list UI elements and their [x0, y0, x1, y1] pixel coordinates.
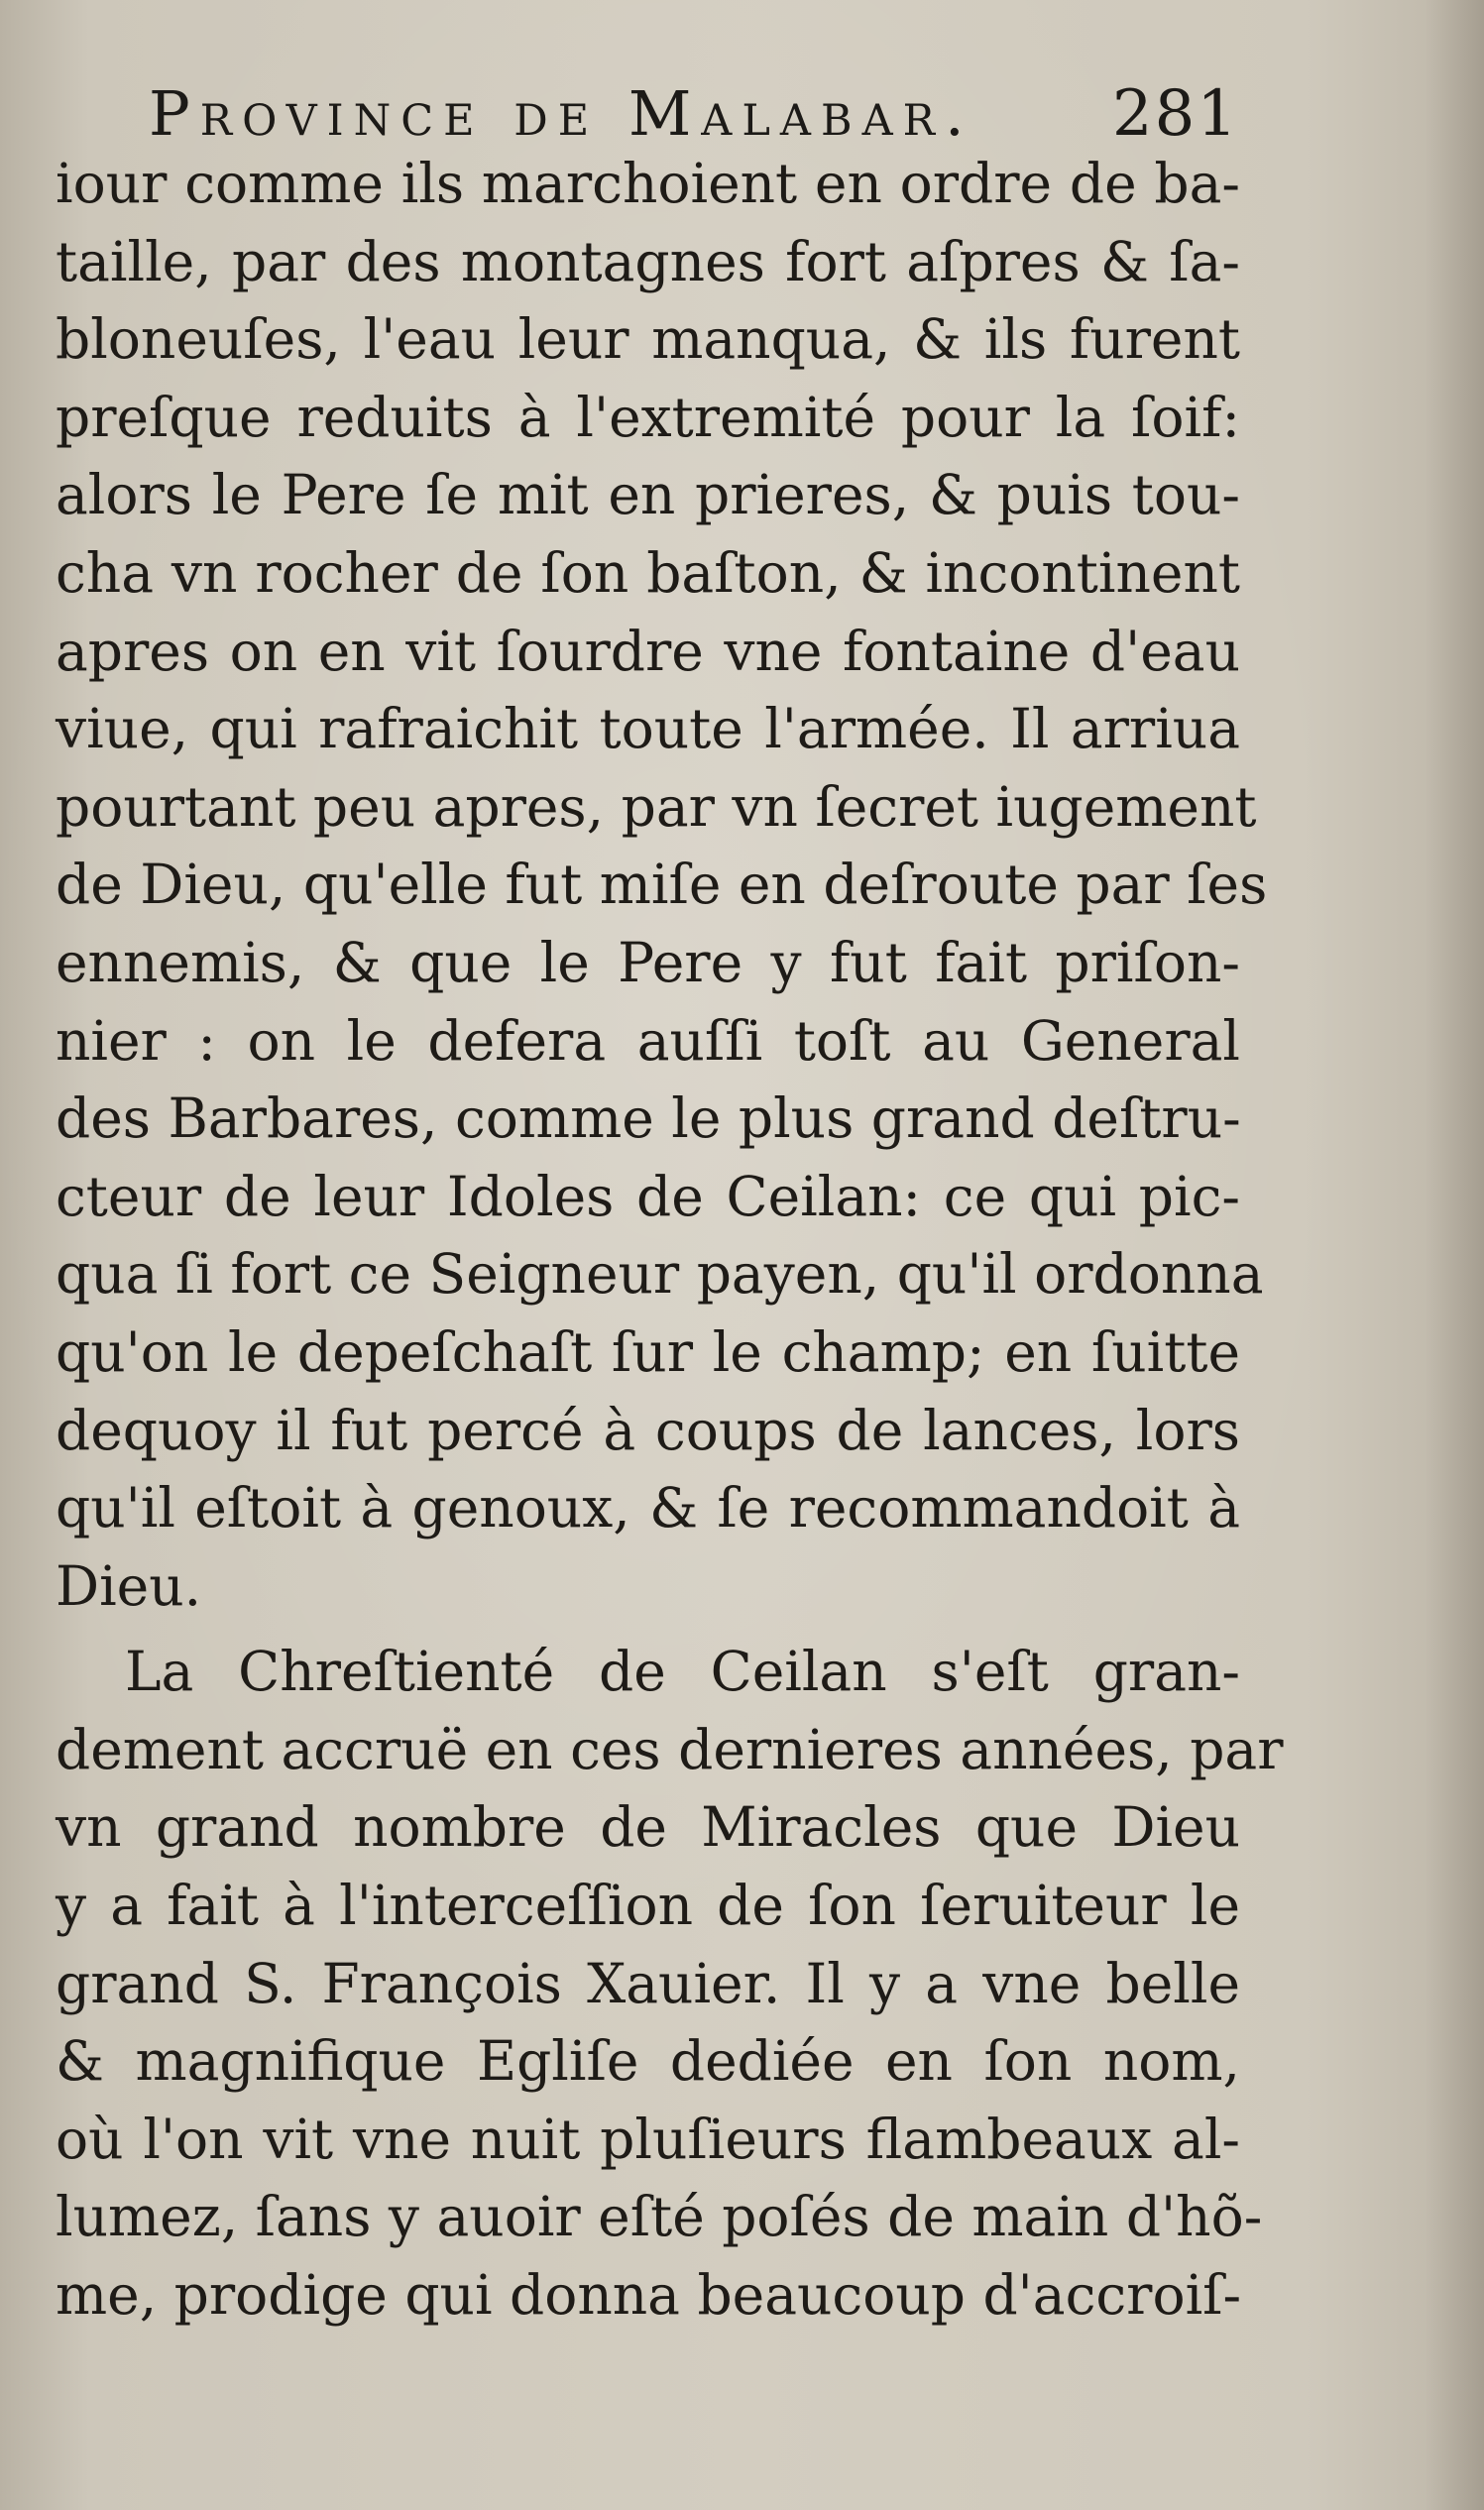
- text-line: cteur de leur Idoles de Ceilan: ce qui pic-: [56, 1164, 1240, 1228]
- text-line: dement accruë en ces dernieres années, par: [56, 1717, 1284, 1781]
- text-line: taille, par des montagnes fort aſpres & ſa-: [56, 229, 1240, 293]
- page-number: 281: [1111, 77, 1239, 151]
- text-line: nier : on le defera auſſi toſt au General: [56, 1008, 1240, 1073]
- text-line: & magnifique Egliſe dediée en ſon nom,: [56, 2029, 1240, 2094]
- text-line: où l'on vit vne nuit pluſieurs flambeaux al-: [56, 2107, 1240, 2171]
- text-line: bloneuſes, l'eau leur manqua, & ils furent: [56, 307, 1240, 372]
- text-line: des Barbares, comme le plus grand deſtru-: [56, 1086, 1241, 1151]
- text-line: qu'on le depeſchaſt ſur le champ; en ſuitte: [56, 1319, 1240, 1384]
- running-head: Province de Malabar.: [149, 77, 974, 150]
- body-text: [56, 145, 1284, 2335]
- text-line: y a fait à l'interceſſion de ſon ſeruiteur le: [56, 1874, 1240, 1938]
- text-line: de Dieu, qu'elle fut miſe en deſroute par ſes: [56, 853, 1268, 917]
- page-edge-shadow: [1425, 0, 1484, 2510]
- text-line: grand S. François Xauier. Il y a vne belle: [56, 1951, 1240, 2015]
- text-line: Dieu.: [56, 1553, 202, 1618]
- text-line: cha vn rocher de ſon baſton, & incontinent: [56, 540, 1240, 605]
- text-line: dequoy il fut percé à coups de lances, lors: [56, 1398, 1240, 1462]
- text-line: iour comme ils marchoient en ordre de ba-: [56, 152, 1240, 215]
- text-line: La Chreſtienté de Ceilan s'eſt gran-: [125, 1640, 1240, 1704]
- text-line: ennemis, & que le Pere y fut fait priſon-: [56, 930, 1240, 994]
- paragraph-break: [56, 1625, 1240, 1633]
- text-line: apres on en vit ſourdre vne fontaine d'eau: [56, 619, 1240, 683]
- text-line: qua ſi fort ce Seigneur payen, qu'il ordonna: [56, 1242, 1264, 1307]
- text-line: vn grand nombre de Miracles que Dieu: [56, 1795, 1240, 1860]
- text-line: qu'il eſtoit à genoux, & ſe recommandoit à: [56, 1476, 1240, 1540]
- text-line: lumez, ſans y auoir eſté poſés de main d'hõ-: [56, 2185, 1263, 2249]
- text-line: alors le Pere ſe mit en prieres, & puis tou-: [56, 463, 1240, 527]
- text-line: viue, qui rafraichit toute l'armée. Il arriua: [56, 697, 1240, 761]
- text-line: me, prodige qui donna beaucoup d'accroiſ-: [56, 2263, 1242, 2328]
- text-line: pourtant peu apres, par vn ſecret iugement: [56, 774, 1257, 839]
- text-line: preſque reduits à l'extremité pour la ſoif:: [56, 385, 1240, 449]
